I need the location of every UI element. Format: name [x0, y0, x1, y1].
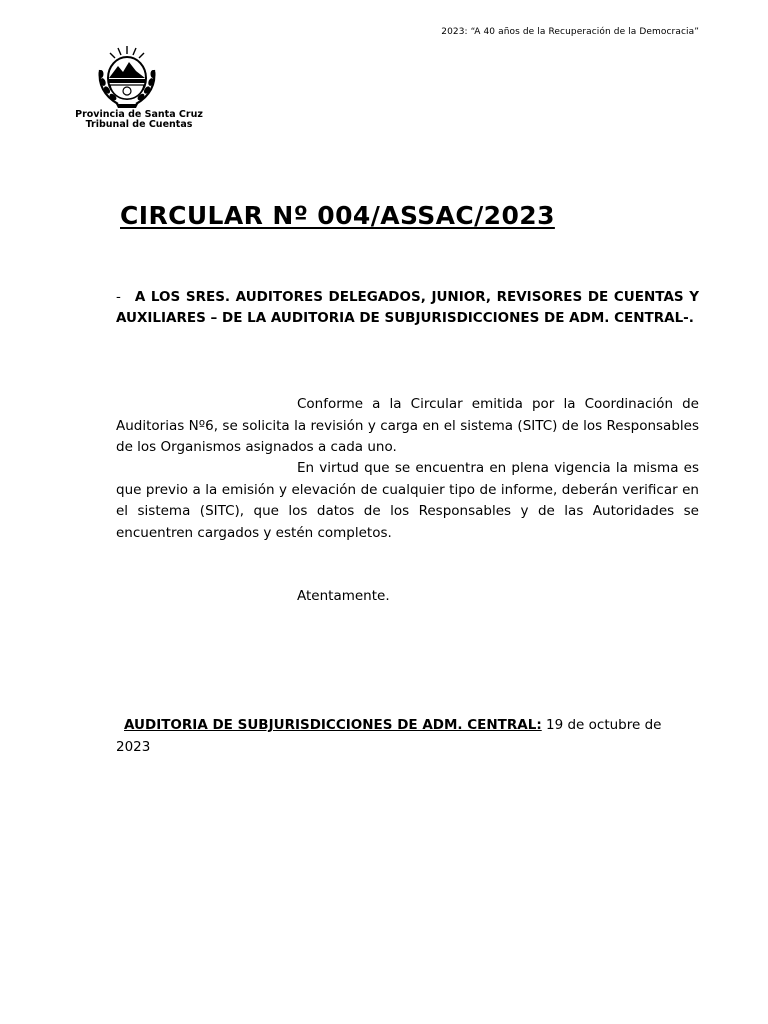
- closing-salutation: Atentamente.: [297, 588, 390, 604]
- body-paragraph-2: [116, 458, 699, 544]
- recipients-block: [116, 287, 699, 329]
- org-province: Provincia de Santa Cruz: [75, 109, 203, 120]
- signoff-date: 19 de octubre de 2023: [116, 717, 662, 755]
- signoff-block: [116, 714, 699, 758]
- paragraph-1-text: Conforme a la Circular emitida por la Coordinación de Auditorias Nº6, se solicita la revisión y carga en el sistema (SITC) de los Responsables de los Organismos asignados a cada uno.: [116, 396, 699, 455]
- header-motto: 2023: “A 40 años de la Recuperación de la Democracia”: [441, 27, 699, 37]
- circular-title: CIRCULAR Nº 004/ASSAC/2023: [120, 201, 555, 230]
- org-tribunal: Tribunal de Cuentas: [85, 119, 193, 130]
- provincial-coat-of-arms-icon: [96, 44, 158, 112]
- signoff-office: AUDITORIA DE SUBJURISDICCIONES DE ADM. CENTRAL:: [124, 717, 542, 733]
- paragraph-2-text: En virtud que se encuentra en plena vigencia la misma es que previo a la emisión y elevación de cualquier tipo de informe, deberán verificar en el sistema (SITC), que los datos de los Responsables y de las Autoridades se encuentren cargados y estén completos.: [116, 460, 699, 541]
- organization-name: [66, 110, 212, 130]
- recipients-text: A LOS SRES. AUDITORES DELEGADOS, JUNIOR, REVISORES DE CUENTAS Y AUXILIARES – DE LA AUDITORIA DE SUBJURISDICCIONES DE ADM. CENTRAL-.: [116, 289, 699, 326]
- list-dash: -: [116, 289, 121, 305]
- body-paragraph-1: [116, 394, 699, 459]
